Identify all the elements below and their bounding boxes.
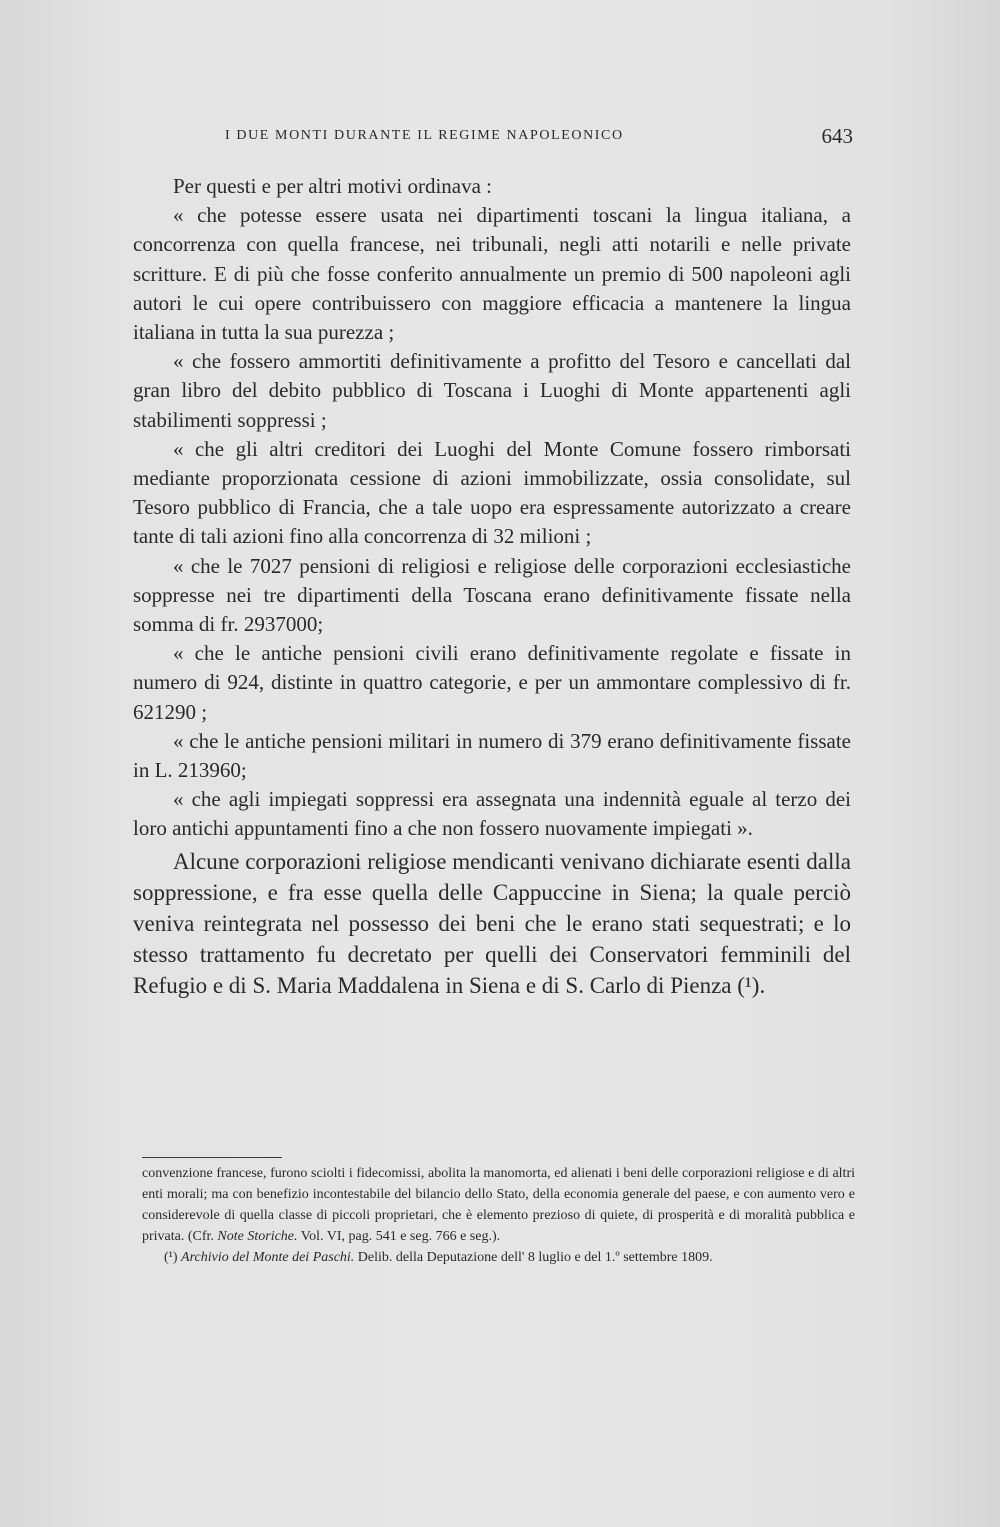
footnote-1-text: Delib. della Deputazione dell' 8 luglio e del 1.º settembre 1809. — [357, 1250, 713, 1265]
paragraph-luoghi-di-monte: « che fossero ammortiti definitivamente a profitto del Tesoro e cancellati dal gran libro del debito pubblico di Toscana i Luoghi di Monte appartenenti agli stabilimenti soppressi ; — [133, 349, 851, 432]
paragraph-creditori: « che gli altri creditori dei Luoghi del Monte Comune fossero rimborsati mediante proporzionata cessione di azioni immobilizzate, ossia consolidate, sul Tesoro pubblico di Francia, che a tale uopo era espressamente autorizzato a creare tante di tali azioni fino alla concorrenza di 32 milioni ; — [133, 436, 851, 549]
footnote-continuation-ref: Vol. VI, pag. 541 e seg. 766 e seg.). — [300, 1229, 501, 1244]
paragraph-pensioni-militari: « che le antiche pensioni militari in numero di 379 erano definitivamente fissate in L. 213960; — [133, 728, 851, 783]
footnote-continuation-source: Note Storiche. — [217, 1229, 298, 1244]
paragraph-corporazioni: Alcune corporazioni religiose mendicanti venivano dichiarate esenti dalla soppressione, e fra esse quella delle Cappuccine in Siena; la quale perciò veniva reintegrata nel possesso dei beni che le erano stati sequestrati; e lo stesso trattamento fu decretato per quelli dei Conservatori femminili del Refugio e di S. Maria Maddalena in Siena e di S. Carlo di Pienza (¹). — [133, 848, 851, 998]
paragraph-pensioni-civili: « che le antiche pensioni civili erano definitivamente regolate e fissate in numero di 924, distinte in quattro categorie, e per un ammontare complessivo di fr. 621290 ; — [133, 641, 851, 724]
page-number: 643 — [821, 124, 853, 148]
footnote-1-source: Archivio del Monte dei Paschi. — [181, 1250, 355, 1265]
paragraph-pensioni-religiosi: « che le 7027 pensioni di religiosi e religiose delle corporazioni ecclesiastiche soppresse nei tre dipartimenti della Toscana erano definitivamente fissate nella somma di fr. 2937000; — [133, 553, 851, 637]
footnote-divider — [142, 1157, 282, 1158]
footnote-1-marker: (¹) — [164, 1250, 178, 1265]
footnotes — [142, 1163, 855, 1268]
running-head — [133, 124, 853, 148]
paragraph-lingua-italiana: « che potesse essere usata nei dipartimenti toscani la lingua italiana, a concorrenza con quella francese, nei tribunali, negli atti notarili e nelle private scritture. E di più che fosse conferito annualmente un premio di 500 napoleoni agli autori le cui opere contribuissero con maggiore efficacia a mantenere la lingua italiana in tutta la sua purezza ; — [133, 203, 851, 345]
body-text — [133, 170, 851, 1001]
paragraph-impiegati: « che agli impiegati soppressi era assegnata una indennità eguale al terzo dei loro antichi appuntamenti fino a che non fossero nuovamente impiegati ». — [133, 787, 851, 841]
running-title: I DUE MONTI DURANTE IL REGIME NAPOLEONICO — [225, 128, 624, 143]
paragraph-intro: Per questi e per altri motivi ordinava : — [173, 174, 492, 198]
footnote-continuation-text: convenzione francese, furono sciolti i fidecomissi, abolita la manomorta, ed alienati i beni delle corporazioni religiose e di altri enti morali; ma con benefizio incontestabile del bilancio dello Stato, della economia generale del paese, e con aumento vero e considerevole di quella classe di piccoli proprietari, che è elemento prezioso di quiete, di prosperità e di moralità pubblica e privata. (Cfr. — [142, 1166, 855, 1244]
footnote-1 — [142, 1247, 855, 1268]
footnote-continuation — [142, 1163, 855, 1247]
